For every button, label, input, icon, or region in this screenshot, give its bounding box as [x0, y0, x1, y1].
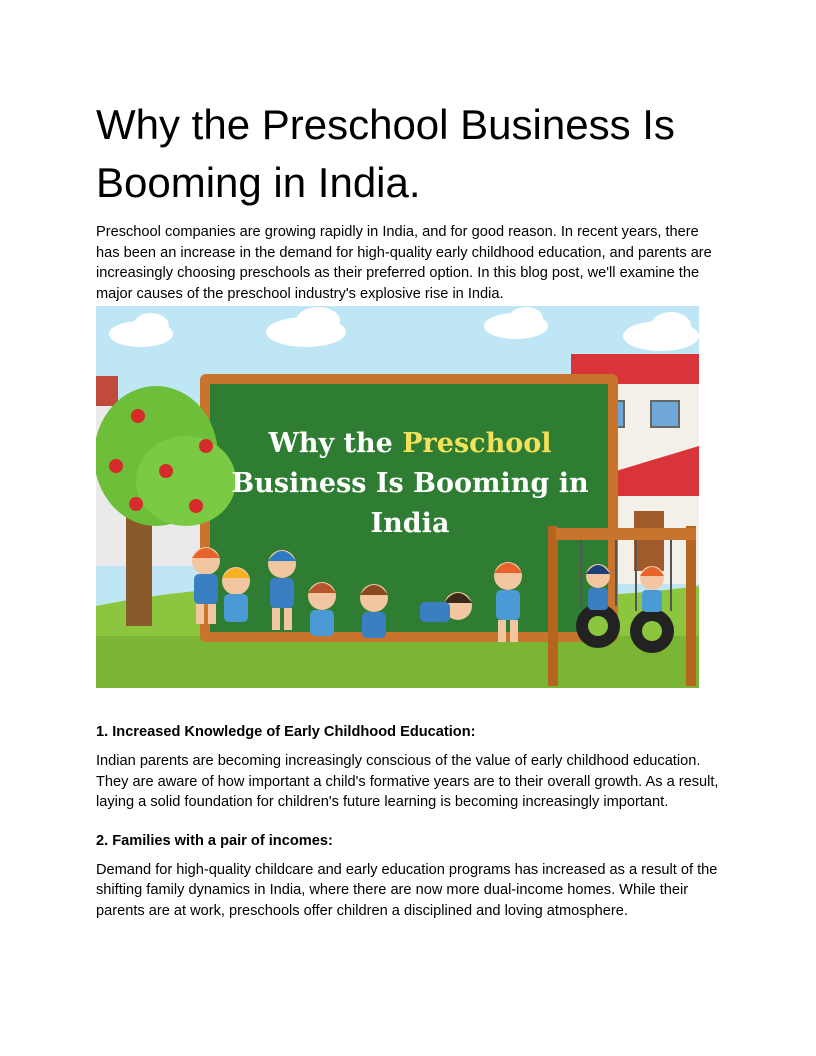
hero-line-1b: Preschool — [402, 428, 552, 459]
hero-line-3: India — [370, 508, 450, 539]
page-title — [96, 96, 720, 212]
hero-line-2: Business Is Booming in — [231, 468, 589, 499]
section-body-1: Indian parents are becoming increasingly conscious of the value of early childhood education. They are aware of how important a child's formative years are to their overall growth. As a result, laying a solid foundation for children's future learning is becoming increasingly important. — [96, 753, 719, 810]
hero-heading — [216, 424, 604, 544]
hero-line-1 — [216, 424, 604, 464]
section-body-2: Demand for high-quality childcare and early education programs has increased as a result of the shifting family dynamics in India, where there are now more dual-income homes. While their parents are at work, preschools offer children a disciplined and loving atmosphere. — [96, 861, 718, 919]
document-page — [96, 96, 720, 921]
title-line-2: Booming in India. — [96, 159, 421, 206]
title-line-1: Why the Preschool Business Is — [96, 101, 675, 148]
hero-illustration — [96, 306, 699, 688]
section-heading-1: 1. Increased Knowledge of Early Childhood Education: — [96, 724, 476, 740]
intro-paragraph: Preschool companies are growing rapidly in India, and for good reason. In recent years, there has been an increase in the demand for high-quality early childhood education, and parents are increasingly choosing preschools as their preferred option. In this blog post, we'll examine the major causes of the preschool industry's explosive rise in India. — [96, 224, 712, 302]
hero-line-1a: Why the — [268, 428, 403, 459]
section-heading-2: 2. Families with a pair of incomes: — [96, 832, 333, 849]
